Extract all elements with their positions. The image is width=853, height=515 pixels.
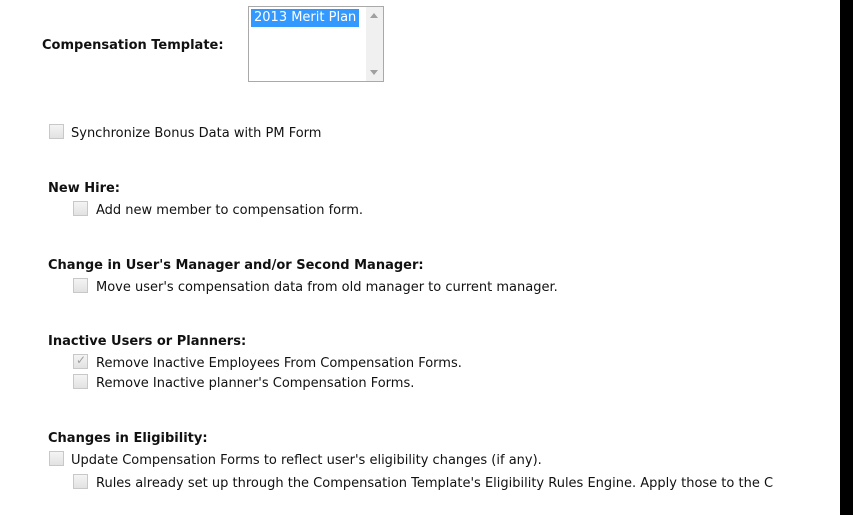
inactive-users-heading: Inactive Users or Planners: (48, 334, 247, 349)
eligibility-heading: Changes in Eligibility: (48, 431, 208, 446)
new-hire-heading: New Hire: (48, 181, 120, 196)
scroll-down-arrow-icon[interactable] (370, 70, 378, 75)
eligibility-rules-checkbox[interactable] (73, 474, 88, 489)
remove-inactive-planners-checkbox[interactable] (73, 374, 88, 389)
sync-bonus-label: Synchronize Bonus Data with PM Form (71, 126, 322, 141)
eligibility-rules-label: Rules already set up through the Compensation Template's Eligibility Rules Engine. Apply those to the C (96, 476, 774, 491)
move-comp-data-checkbox[interactable] (73, 278, 88, 293)
listbox-scrollbar[interactable] (366, 7, 383, 81)
window-edge-bar (840, 0, 853, 515)
update-eligibility-label: Update Compensation Forms to reflect user's eligibility changes (if any). (71, 453, 542, 468)
manager-change-heading: Change in User's Manager and/or Second Manager: (48, 258, 424, 273)
compensation-template-label: Compensation Template: (42, 38, 224, 53)
compensation-template-listbox[interactable] (248, 6, 384, 82)
scroll-up-arrow-icon[interactable] (370, 13, 378, 18)
update-eligibility-checkbox[interactable] (49, 451, 64, 466)
move-comp-data-label: Move user's compensation data from old manager to current manager. (96, 280, 558, 295)
add-new-member-checkbox[interactable] (73, 201, 88, 216)
sync-bonus-checkbox[interactable] (49, 124, 64, 139)
add-new-member-label: Add new member to compensation form. (96, 203, 364, 218)
remove-inactive-employees-checkbox[interactable] (73, 354, 88, 369)
check-mark-icon: ✓ (76, 353, 87, 367)
remove-inactive-planners-label: Remove Inactive planner's Compensation Forms. (96, 376, 415, 391)
remove-inactive-employees-label: Remove Inactive Employees From Compensation Forms. (96, 356, 462, 371)
listbox-option-selected[interactable]: 2013 Merit Plan (251, 9, 359, 27)
